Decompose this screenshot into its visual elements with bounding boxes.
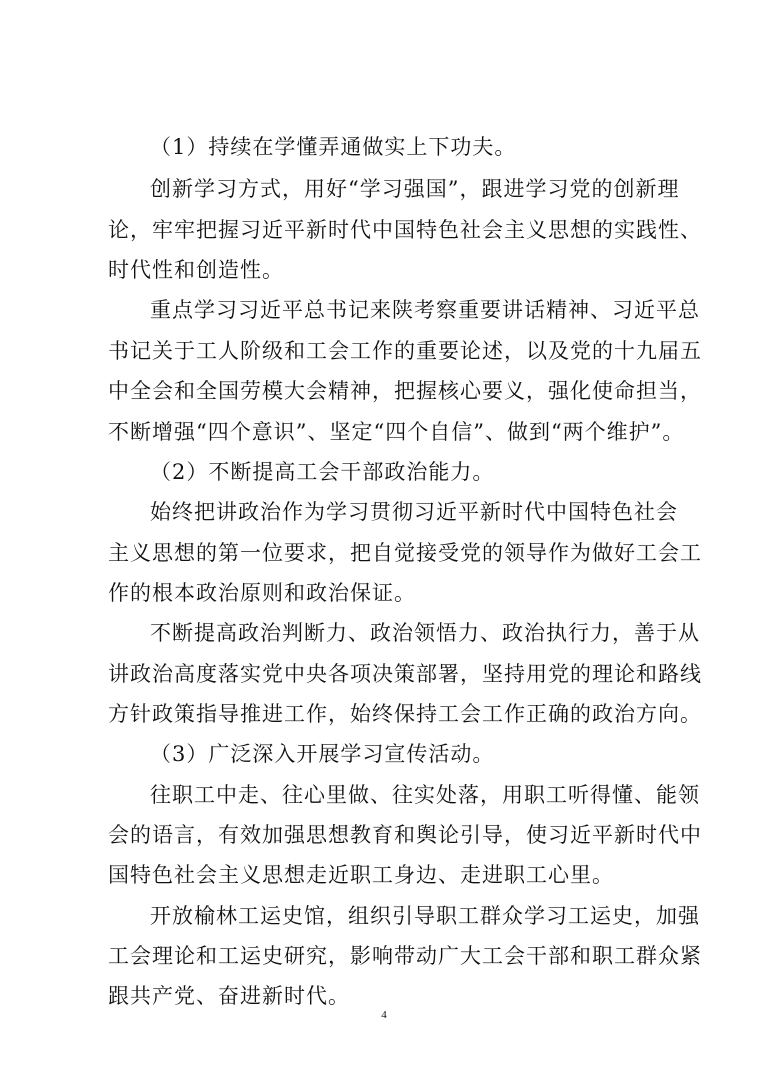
paragraph-line: 重点学习习近平总书记来陕考察重要讲话精神、习近平总	[150, 298, 700, 322]
paragraph-line: 不断增强“四个意识”、坚定“四个自信”、做到“两个维护”。	[108, 420, 685, 444]
paragraph-line: 书记关于工人阶级和工会工作的重要论述，以及党的十九届五	[108, 339, 702, 363]
paragraph-line: 讲政治高度落实党中央各项决策部署，坚持用党的理论和路线	[108, 662, 702, 686]
paragraph-line: 方针政策指导推进工作，始终保持工会工作正确的政治方向。	[108, 702, 702, 726]
paragraph-line: 不断提高政治判断力、政治领悟力、政治执行力，善于从	[150, 621, 700, 645]
paragraph-line: 作的根本政治原则和政治保证。	[108, 581, 416, 605]
paragraph-line: 时代性和创造性。	[108, 258, 284, 282]
paragraph-line: 中全会和全国劳模大会精神，把握核心要义，强化使命担当，	[108, 379, 702, 403]
paragraph-line: 创新学习方式，用好“学习强国”，跟进学习党的创新理	[150, 177, 680, 201]
heading-1: （1）持续在学懂弄通做实上下功夫。	[150, 135, 517, 159]
paragraph-line: 国特色社会主义思想走近职工身边、走进职工心里。	[108, 863, 614, 887]
paragraph-line: 开放榆林工运史馆，组织引导职工群众学习工运史，加强	[150, 904, 700, 928]
page-number: 4	[381, 1009, 387, 1021]
heading-2: （2）不断提高工会干部政治能力。	[150, 460, 495, 484]
heading-3: （3）广泛深入开展学习宣传活动。	[150, 742, 495, 766]
paragraph-line: 往职工中走、往心里做、往实处落，用职工听得懂、能领	[150, 783, 700, 807]
paragraph-line: 主义思想的第一位要求，把自觉接受党的领导作为做好工会工	[108, 541, 702, 565]
paragraph-line: 会的语言，有效加强思想教育和舆论引导，使习近平新时代中	[108, 823, 702, 847]
paragraph-line: 始终把讲政治作为学习贯彻习近平新时代中国特色社会	[150, 500, 678, 524]
paragraph-line: 工会理论和工运史研究，影响带动广大工会干部和职工群众紧	[108, 944, 702, 968]
paragraph-line: 论，牢牢把握习近平新时代中国特色社会主义思想的实践性、	[108, 218, 702, 242]
paragraph-line: 跟共产党、奋进新时代。	[108, 984, 350, 1008]
